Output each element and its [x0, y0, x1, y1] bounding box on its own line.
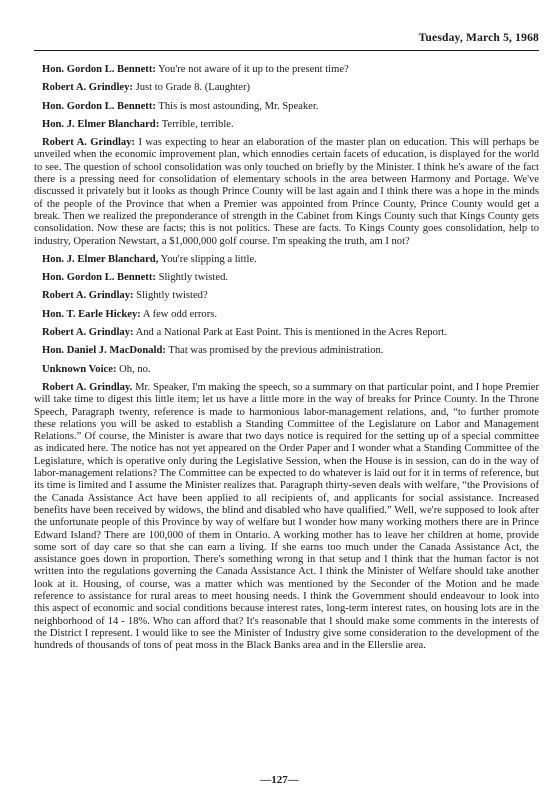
transcript-paragraph — [34, 364, 539, 376]
speaker-name: Robert A. Grindlay: — [42, 327, 134, 339]
transcript-paragraph — [34, 272, 539, 284]
speech-text: Slightly twisted. — [158, 272, 229, 284]
speech-text: This is most astounding, Mr. Speaker. — [158, 100, 319, 112]
speaker-name: Hon. Gordon L. Bennett: — [42, 64, 156, 75]
speaker-name: Robert A. Grindlay: — [42, 290, 134, 302]
transcript-paragraph — [34, 327, 539, 339]
speech-text: Oh, no. — [119, 363, 151, 375]
speech-text: Slightly twisted? — [136, 290, 208, 302]
speaker-name: Robert A. Grindley: — [42, 82, 133, 94]
speaker-name: Hon. Gordon L. Bennett: — [42, 100, 156, 112]
speaker-name: Unknown Voice: — [42, 363, 117, 375]
speech-text: And a National Park at East Point. This is mentioned in the Acres Report. — [135, 327, 447, 339]
speaker-name: Robert A. Grindlay. — [42, 381, 133, 393]
transcript-paragraph — [34, 119, 539, 131]
speech-text: That was promised by the previous administration. — [168, 345, 384, 357]
speaker-name: Hon. J. Elmer Blanchard: — [42, 118, 160, 130]
speech-text: You're slipping a little. — [160, 253, 257, 265]
speech-text: A few odd errors. — [142, 308, 217, 320]
page-number: —127— — [260, 774, 299, 786]
transcript-paragraph — [34, 101, 539, 113]
speech-text: I was expecting to hear an elaboration of the master plan on education. This will perhaps be unveiled when the economic improvement plan, which ennodies certain facets of education, is displayed for the world to see. The question of school consolidation was only touched on briefly by the Minister. I think he's aware of the fact there is a pressing need for consolidation of elementary schools in the area between Harmony and Portage. We've discussed it privately but it looks as though Prince County will be last again and I think there was a hope in the minds of the people of the Province that when a Premier was appointed from Prince County, Prince County would get a break. Then we realized the preponderance of strength in the Cabinet from Kings County such that Kings County gets consolidation. Now these are facts; this is not politics. These are facts. To Kings County goes consolidation, help to industry, Operation Newstart, a $1,000,000 golf course. I'm speaking the truth, am I not? — [34, 137, 540, 247]
speech-text: Mr. Speaker, I'm making the speech, so a summary on that particular point, and I hope Premier will take time to digest this little item; let us have a little more in the way of breaks for Prince County. In the Throne Speech, Paragraph twenty, reference is made to harmonious labor-management relations, and, “to further promote these relations you will be asked to establish a Standing Committee of the Legislature on Labor and Management Relations.” Of course, the Minister is aware that two days notice is required for the setting up of a special committee as indicated here. The notice has not yet appeared on the Order Paper and I wonder what a Standing Committee of the Legislature, which is operative only during the Legislative Session, when the House is in session, can do in the way of labor-management relations? The Committee can be expected to do whatever is laid out for it in terms of reference, but its time is limited and I assume the Minister realizes that. Paragraph thirty-seven deals with welfare, “the Provisions of the Canada Assistance Act have been applied to all recipients of, and applicants for social assistance. Increased benefits have been received by widows, the blind and disabled who have qualified.” Well, we're supposed to look after the unfortunate people of this Province by way of welfare but I wonder how many working mothers there are in Prince Edward Island? There are 100,000 of them in Ontario. A working mother has to leave her children at home, provide some sort of day care so that she can earn a living. If she earns too much under the Canada Assistance Act, the assistance goes down in proportion. There's something wrong in that setup and I think that the human factor is not written into the regulations governing the Canada Assistance Act. I think the Minister of Welfare should take another look at it. Housing, of course, was a matter which was mentioned by the Seconder of the Motion and he made reference to assistance for rural areas to meet housing needs. I think the Government should endeavour to look into this aspect of economic and social conditions because interest rates, long-term interest rates, on housing lots are in the neighborhood of 14 - 18%. Who can afford that? It's reasonable that I should make some comments in the interests of the District I represent. I would like to see the Minister of Industry give some consideration to the development of the hundreds of thousands of tons of peat moss in the Black Banks area and in the Ellerslie area. — [34, 381, 539, 652]
speech-text: Terrible, terrible. — [161, 118, 234, 130]
transcript-paragraph — [34, 290, 539, 302]
transcript-paragraph — [34, 64, 539, 76]
transcript-body — [34, 64, 539, 658]
running-header-date: Tuesday, March 5, 1968 — [418, 32, 539, 44]
transcript-paragraph — [34, 82, 539, 94]
speaker-name: Robert A. Grindlay: — [42, 137, 136, 149]
transcript-paragraph — [34, 137, 539, 248]
transcript-paragraph — [34, 345, 539, 357]
transcript-paragraph — [34, 254, 539, 266]
speaker-name: Hon. T. Earle Hickey: — [42, 308, 141, 320]
speaker-name: Hon. Gordon L. Bennett: — [42, 272, 156, 284]
transcript-paragraph — [34, 382, 539, 653]
header-rule — [34, 50, 539, 51]
transcript-paragraph — [34, 309, 539, 321]
speech-text: Just to Grade 8. (Laughter) — [135, 82, 251, 94]
speaker-name: Hon. J. Elmer Blanchard, — [42, 253, 159, 265]
speech-text: You're not aware of it up to the present time? — [158, 64, 349, 75]
speaker-name: Hon. Daniel J. MacDonald: — [42, 345, 166, 357]
